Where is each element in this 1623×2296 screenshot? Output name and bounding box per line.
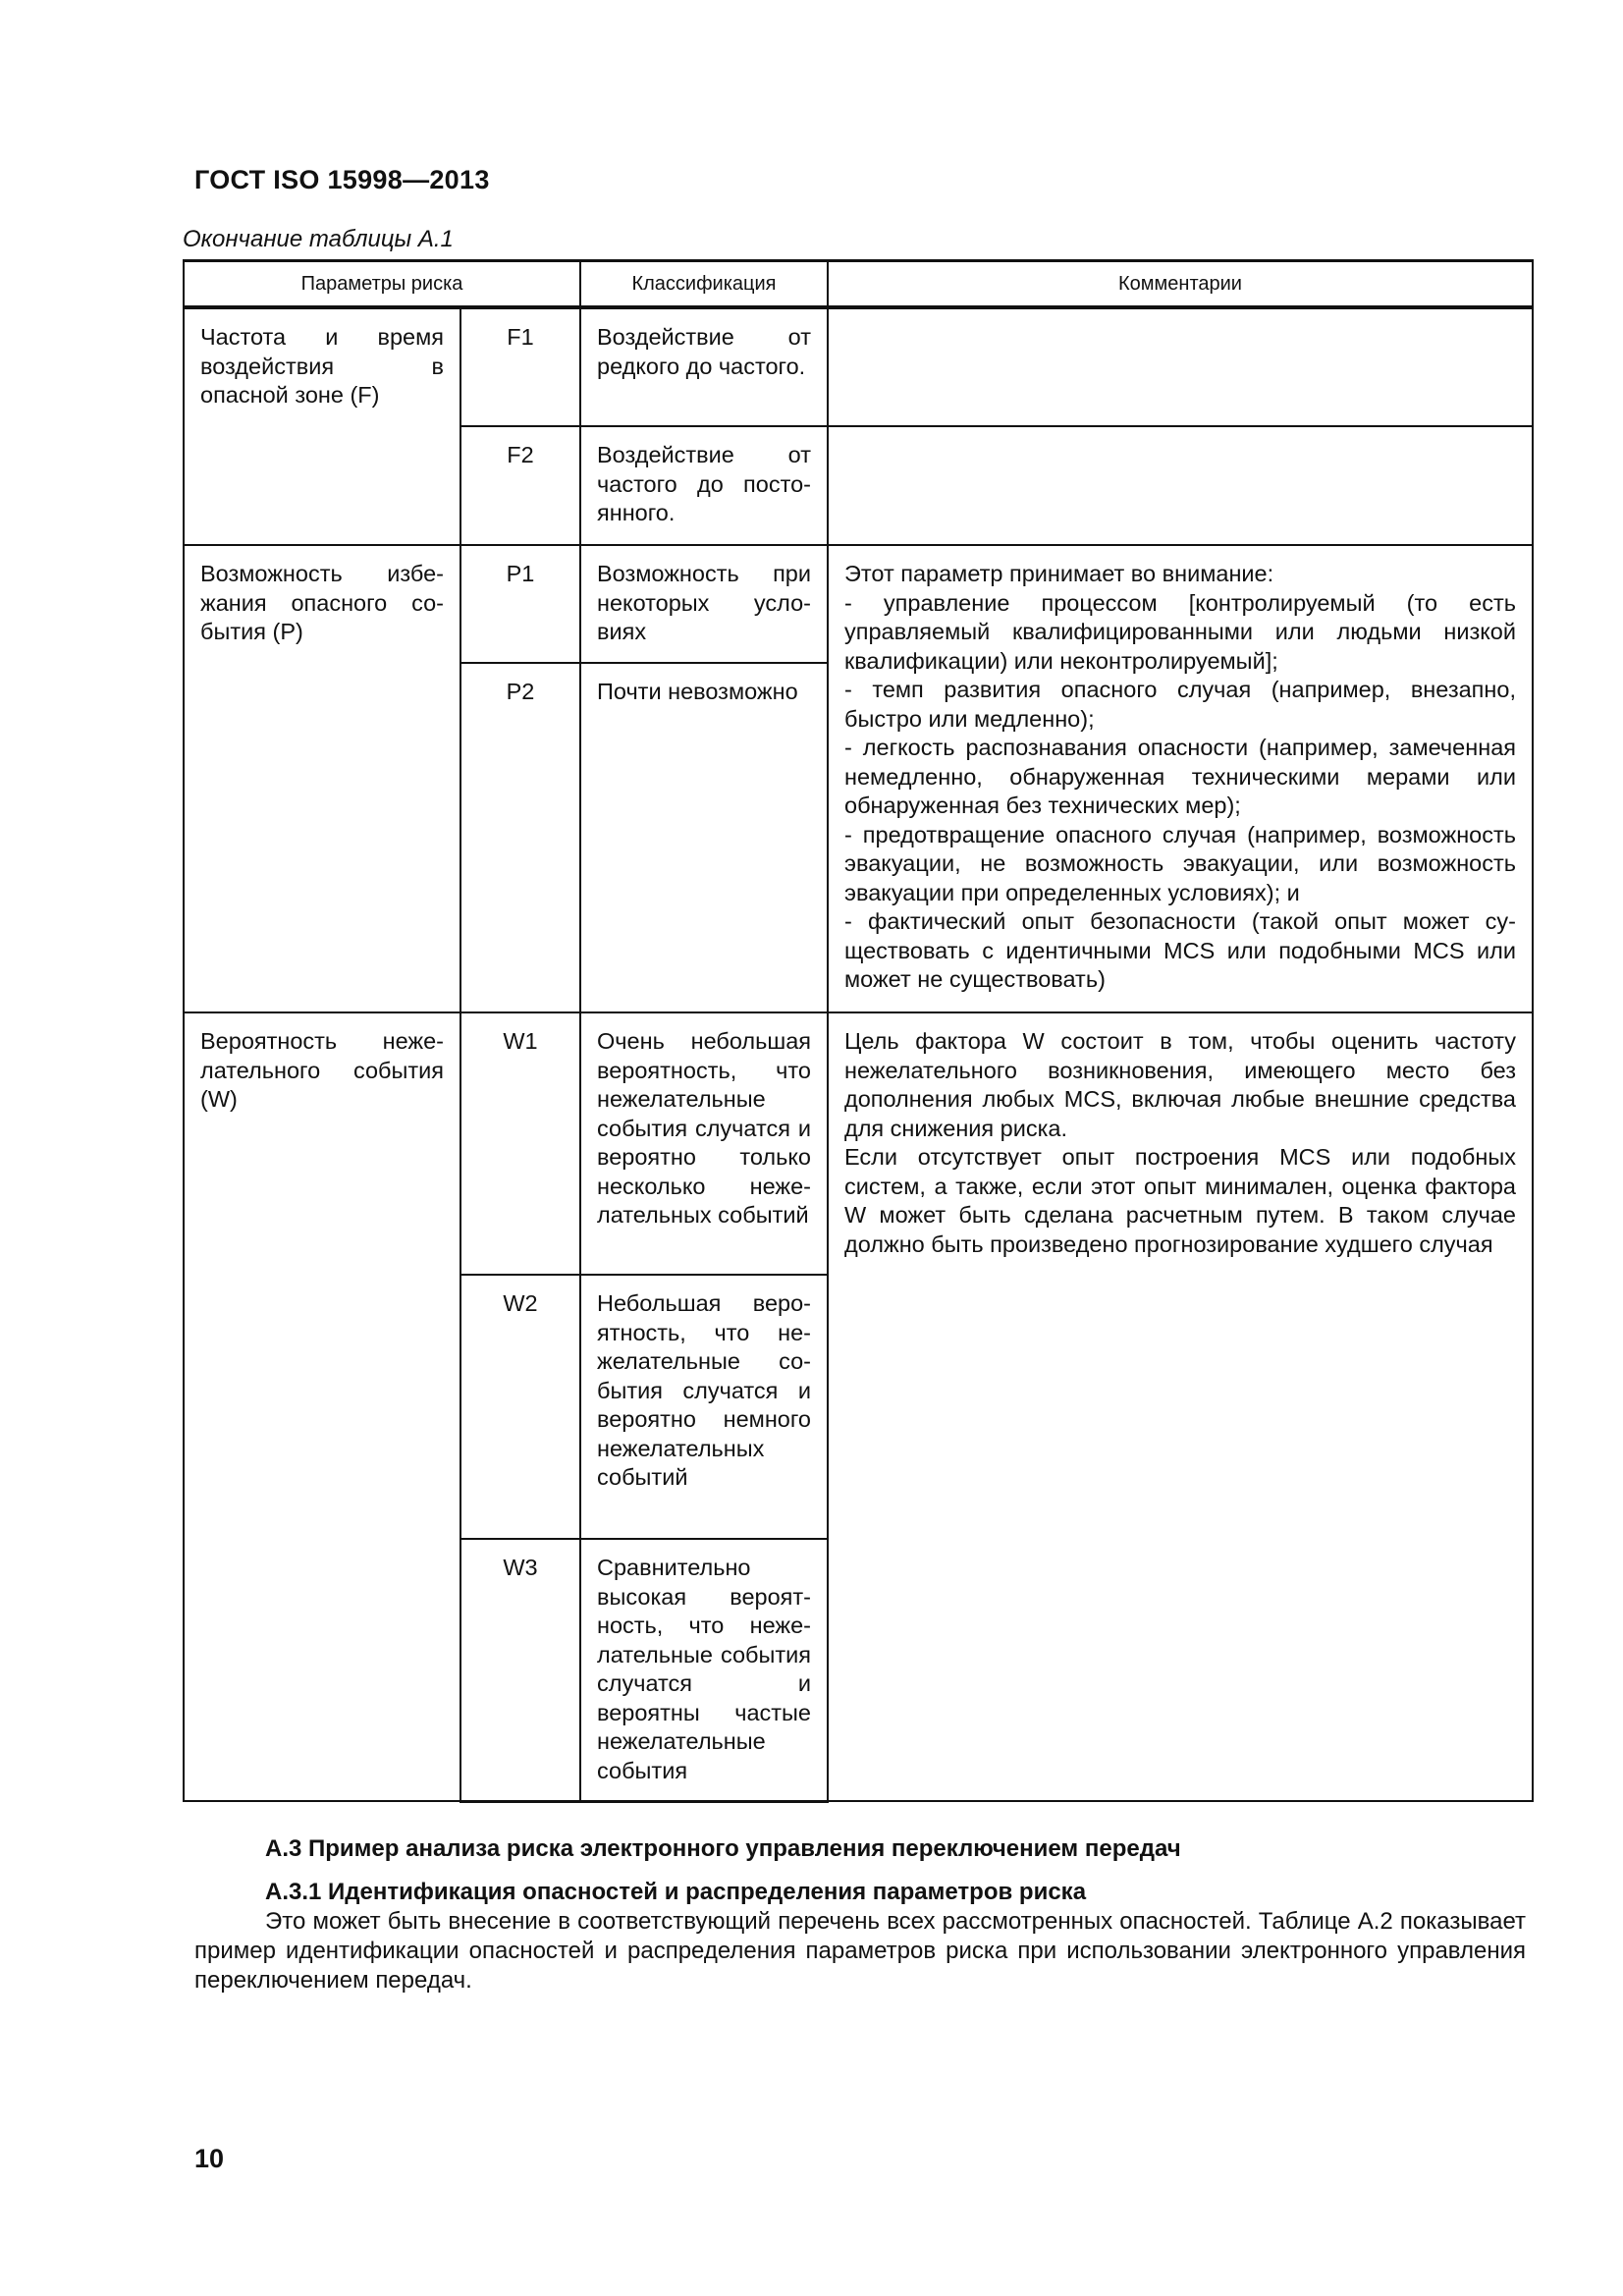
classification-cell-p1: Возможность при некоторых условиях xyxy=(580,545,828,663)
body-paragraph: Это может быть внесение в соответствующий перечень всех рассмотренных опасностей. Таблице А.2 показывает пример идентификации опасностей и распределения параметров риска при использовании электронного управления переключением передач. xyxy=(194,1908,1526,1994)
code-cell-w1: W1 xyxy=(460,1012,580,1275)
table-caption: Окончание таблицы А.1 xyxy=(183,226,454,252)
column-header-classification: Классификация xyxy=(580,261,828,308)
column-header-comments: Комментарии xyxy=(828,261,1533,308)
table-row xyxy=(184,545,1533,663)
comment-line: - управление процессом [контролируемый (то есть управляемый квалифицированными или людьми низкой квалификации) или неконтролируемый]; xyxy=(844,589,1516,674)
comment-line: Этот параметр принимает во внимание: xyxy=(844,561,1274,586)
section-heading-a3-1: А.3.1 Идентификация опасностей и распределения параметров риска xyxy=(265,1879,1087,1905)
classification-cell-f1: Воздействие от редкого до частого. xyxy=(580,307,828,426)
code-cell-p1: P1 xyxy=(460,545,580,663)
code-cell-f2: F2 xyxy=(460,426,580,545)
code-cell-f1: F1 xyxy=(460,307,580,426)
code-cell-w3: W3 xyxy=(460,1539,580,1801)
comment-line: Цель фактора W состоит в том, чтобы оценить частоту нежелательного возникновения, имеющего место без дополнения любых MCS, включая любые внешние средства для снижения риска. xyxy=(844,1028,1516,1141)
classification-cell-w3: Сравнительно высокая вероятность, что нежелательные события случатся и вероятны частые нежелательные события xyxy=(580,1539,828,1801)
table-header-row xyxy=(184,261,1533,308)
comment-cell-f2 xyxy=(828,426,1533,545)
page-number: 10 xyxy=(194,2144,225,2173)
classification-cell-w2: Небольшая вероятность, что нежелательные события случатся и вероятно немного нежелательных событий xyxy=(580,1275,828,1539)
comment-line: - темп развития опасного случая (например, внезапно, быстро или медленно); xyxy=(844,677,1516,732)
parameter-cell-w: Вероятность нежелательного события (W) xyxy=(184,1012,460,1801)
comment-line: - предотвращение опасного случая (например, возможность эвакуации, не возможность эвакуации, или возможность эвакуации при определенных условиях); и xyxy=(844,821,1516,905)
comment-cell-f1 xyxy=(828,307,1533,426)
parameter-cell-f: Частота и время воздействия в опасной зоне (F) xyxy=(184,307,460,545)
comment-line: Если отсутствует опыт построения MCS или подобных систем, а также, если этот опыт минимален, оценка фактора W может быть сделана расчетным путем. В таком случае должно быть произведено прогнозирование худшего случая xyxy=(844,1144,1516,1257)
table-row xyxy=(184,307,1533,426)
code-cell-p2: P2 xyxy=(460,663,580,1012)
classification-cell-f2: Воздействие от частого до постоянного. xyxy=(580,426,828,545)
document-header: ГОСТ ISO 15998—2013 xyxy=(194,165,490,194)
classification-cell-p2: Почти невозможно xyxy=(580,663,828,1012)
table-row xyxy=(184,1012,1533,1275)
column-header-risk-parameters: Параметры риска xyxy=(184,261,580,308)
comment-cell-p xyxy=(828,545,1533,1012)
comment-cell-w xyxy=(828,1012,1533,1801)
risk-parameters-table xyxy=(183,259,1534,1803)
classification-cell-w1: Очень небольшая вероятность, что нежелательные события случатся и вероятно только несколько нежелательных событий xyxy=(580,1012,828,1275)
parameter-cell-p: Возможность избежания опасного события (P) xyxy=(184,545,460,1012)
comment-line: - легкость распознавания опасности (например, замеченная немедленно, обнаруженная техническими мерами или обнаруженная без технических мер); xyxy=(844,735,1516,818)
comment-line: - фактический опыт безопасности (такой опыт может существовать с идентичными MCS или подобными MCS или может не существовать) xyxy=(844,908,1516,992)
code-cell-w2: W2 xyxy=(460,1275,580,1539)
section-heading-a3: А.3 Пример анализа риска электронного управления переключением передач xyxy=(265,1835,1181,1862)
